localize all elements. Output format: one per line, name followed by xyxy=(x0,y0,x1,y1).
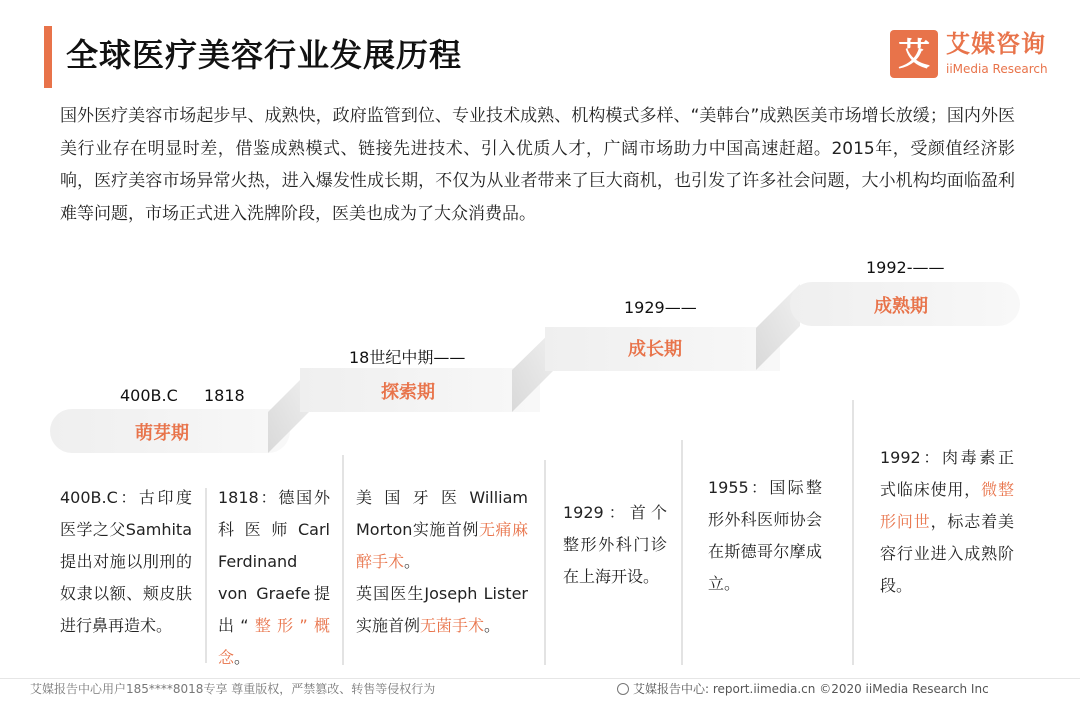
event-morton-end: 。 xyxy=(404,552,421,571)
page-title: 全球医疗美容行业发展历程 xyxy=(66,36,463,74)
phase-label-explore: 探索期 xyxy=(381,382,435,403)
phase-label-growth: 成长期 xyxy=(628,339,682,360)
year-label-400bc: 400B.C xyxy=(120,386,178,405)
event-1818-end: 。 xyxy=(234,648,251,667)
event-1992-end: ，标志着美容行业进入成熟阶段。 xyxy=(880,512,1014,595)
event-morton-text: 美国牙医William Morton实施首例 xyxy=(356,488,528,539)
year-label-1818: 1818 xyxy=(204,386,245,405)
logo-name-en: iiMedia Research xyxy=(946,62,1048,76)
year-label-18th-century: 18世纪中期—— xyxy=(349,348,466,367)
event-400bc: 400B.C：古印度医学之父Samhita提出对施以刖刑的奴隶以额、颊皮肤进行鼻再造术。 xyxy=(60,488,192,635)
column-divider xyxy=(681,440,683,665)
column-divider xyxy=(342,455,344,665)
event-lister-text: 英国医生Joseph Lister实施首例 xyxy=(356,584,528,635)
footer-copyright-notice: 艾媒报告中心用户185****8018专享 尊重版权，严禁篡改、转售等侵权行为 xyxy=(30,682,436,696)
intro-paragraph: 国外医疗美容市场起步早、成熟快，政府监管到位、专业技术成熟、机构模式多样、“美韩台”成熟医美市场增长放缓；国内外医美行业存在明显时差，借鉴成熟模式、链接先进技术、引入优质人才，广阔市场助力中国高速赶超。2015年，受颜值经济影响，医疗美容市场异常火热，进入爆发性成长期，不仅为从业者带来了巨大商机，也引发了许多社会问题，大小机构均面临盈利难等问题，市场正式进入洗牌阶段，医美也成为了大众消费品。 xyxy=(60,106,1015,224)
year-label-1929: 1929—— xyxy=(624,298,697,317)
event-1955: 1955：国际整形外科医师协会在斯德哥尔摩成立。 xyxy=(708,478,822,593)
event-1992-highlight: 微整形问世 xyxy=(880,480,1014,531)
footer-source xyxy=(617,681,989,697)
footer-source-text: 艾媒报告中心: report.iimedia.cn ©2020 iiMedia Research Inc xyxy=(633,682,989,696)
year-label-1992: 1992-—— xyxy=(866,258,945,277)
column-divider xyxy=(544,460,546,665)
event-1818-highlight: 整形”概念 xyxy=(218,616,330,667)
event-1929: 1929：首个整形外科门诊在上海开设。 xyxy=(563,503,667,586)
logo-name-cn: 艾媒咨询 xyxy=(946,30,1046,58)
globe-icon xyxy=(617,683,629,695)
event-1818-text: 1818：德国外科医师Carl Ferdinand von Graefe提出“ xyxy=(218,488,330,635)
event-1992-text: 1992：肉毒素正式临床使用， xyxy=(880,448,1014,499)
event-1818 xyxy=(218,482,330,674)
column-divider xyxy=(852,400,854,665)
column-divider xyxy=(205,488,207,663)
event-18th-century xyxy=(356,482,528,642)
event-morton xyxy=(356,482,528,578)
footer-divider xyxy=(0,678,1080,679)
event-lister-highlight: 无菌手术 xyxy=(420,616,485,635)
event-morton-highlight: 无痛麻醉手术 xyxy=(356,520,528,571)
event-lister-end: 。 xyxy=(484,616,501,635)
logo-mark: 艾 xyxy=(890,30,938,78)
phase-label-mature: 成熟期 xyxy=(874,296,928,317)
event-lister xyxy=(356,578,528,642)
event-1992 xyxy=(880,442,1014,602)
phase-label-sprout: 萌芽期 xyxy=(135,423,189,444)
